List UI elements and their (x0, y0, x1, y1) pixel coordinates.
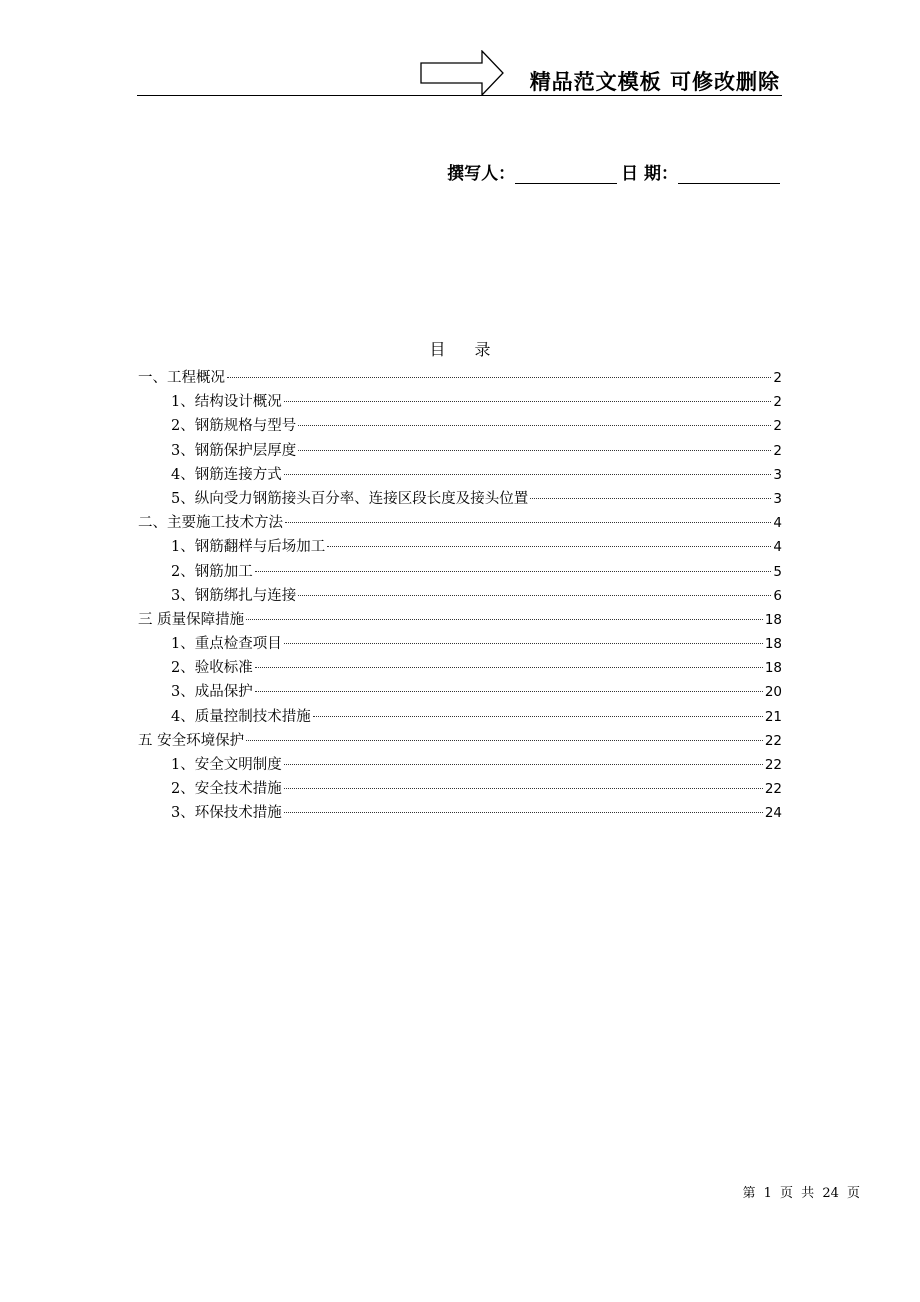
toc-leader-dots (284, 812, 763, 813)
toc-entry-label: 二、主要施工技术方法 (138, 515, 283, 532)
date-label: 日 期： (621, 164, 678, 184)
toc-entry-page: 2 (773, 442, 782, 459)
toc-leader-dots (298, 450, 771, 451)
toc-entry[interactable] (138, 390, 782, 414)
toc-entry-label: 3、钢筋绑扎与连接 (171, 587, 297, 604)
toc-leader-dots (284, 474, 772, 475)
toc-leader-dots (246, 740, 763, 741)
toc-entry-label: 1、安全文明制度 (171, 757, 282, 773)
toc-leader-dots (298, 425, 771, 426)
toc-entry[interactable] (138, 753, 782, 777)
toc-leader-dots (313, 716, 763, 717)
toc-leader-dots (284, 788, 763, 789)
toc-entry-page: 18 (764, 611, 782, 628)
toc-entry-page: 5 (773, 563, 782, 580)
toc-entry[interactable] (138, 680, 782, 704)
toc-entry-label: 1、结构设计概况 (171, 394, 282, 411)
toc-leader-dots (285, 522, 771, 523)
toc-leader-dots (284, 764, 763, 765)
toc-entry-label: 1、重点检查项目 (171, 636, 282, 653)
toc-entry-page: 6 (773, 587, 782, 604)
toc-entry-label: 2、验收标准 (171, 660, 253, 677)
toc-entry-label: 2、钢筋加工 (171, 563, 253, 580)
toc-leader-dots (284, 643, 763, 644)
toc-leader-dots (255, 667, 763, 668)
toc-entry-page: 18 (764, 660, 782, 677)
toc-entry[interactable] (138, 511, 782, 535)
toc-leader-dots (284, 401, 772, 402)
toc-entry[interactable] (138, 487, 782, 511)
toc-entry-label: 五 安全环境保护 (138, 732, 245, 749)
toc-entry[interactable] (138, 414, 782, 438)
toc-entry[interactable] (138, 729, 782, 753)
toc-entry[interactable] (138, 463, 782, 487)
toc-entry-page: 20 (764, 684, 782, 701)
toc-entry-page: 22 (764, 781, 782, 798)
toc-entry-page: 24 (764, 805, 782, 822)
toc-leader-dots (246, 619, 763, 620)
signature-row (447, 160, 782, 184)
toc-entry[interactable] (138, 705, 782, 729)
header-divider (137, 95, 782, 96)
toc-entry-page: 4 (773, 515, 782, 532)
toc-entry-page: 18 (764, 636, 782, 653)
toc-entry-label: 1、钢筋翻样与后场加工 (171, 539, 326, 556)
toc-entry-label: 3、钢筋保护层厚度 (171, 442, 297, 459)
toc-entry[interactable] (138, 777, 782, 801)
toc-entry-label: 5、纵向受力钢筋接头百分率、连接区段长度及接头位置 (171, 490, 529, 507)
toc-entry-page: 2 (773, 394, 782, 411)
toc-entry-page: 4 (773, 539, 782, 556)
header-title: 精品范文模板 可修改删除 (529, 70, 780, 94)
toc-entry-label: 4、质量控制技术措施 (171, 708, 311, 725)
toc-entry-page: 3 (773, 466, 782, 483)
toc-entry-label: 三 质量保障措施 (138, 611, 245, 628)
toc-entry[interactable] (138, 439, 782, 463)
toc-leader-dots (255, 691, 763, 692)
toc-entry[interactable] (138, 535, 782, 559)
toc-entry[interactable] (138, 560, 782, 584)
page-footer: 第 1 页 共 24 页 (742, 1186, 860, 1201)
toc-leader-dots (327, 546, 771, 547)
toc-entry-page: 3 (773, 490, 782, 507)
toc-entry[interactable] (138, 656, 782, 680)
toc-entry-label: 3、环保技术措施 (171, 805, 282, 822)
arrow-icon (420, 50, 504, 96)
toc-leader-dots (530, 498, 771, 499)
toc-title: 目 录 (429, 340, 503, 359)
toc-entry-page: 22 (764, 732, 782, 749)
toc-leader-dots (227, 377, 771, 378)
toc-entry-label: 3、成品保护 (171, 684, 253, 701)
table-of-contents (138, 366, 782, 826)
author-label: 撰写人： (447, 164, 516, 184)
toc-entry[interactable] (138, 608, 782, 632)
toc-entry-label: 2、钢筋规格与型号 (171, 418, 297, 435)
date-blank (678, 165, 780, 184)
author-blank (515, 165, 617, 184)
toc-leader-dots (255, 571, 772, 572)
toc-entry[interactable] (138, 366, 782, 390)
toc-entry-page: 2 (773, 418, 782, 435)
toc-entry-page: 2 (773, 370, 782, 386)
toc-entry[interactable] (138, 801, 782, 825)
toc-entry-page: 21 (764, 708, 782, 725)
toc-entry-label: 一、工程概况 (138, 370, 225, 386)
toc-entry[interactable] (138, 584, 782, 608)
toc-leader-dots (298, 595, 771, 596)
toc-entry-page: 22 (764, 757, 782, 773)
toc-entry[interactable] (138, 632, 782, 656)
toc-entry-label: 4、钢筋连接方式 (171, 466, 282, 483)
toc-entry-label: 2、安全技术措施 (171, 781, 282, 798)
